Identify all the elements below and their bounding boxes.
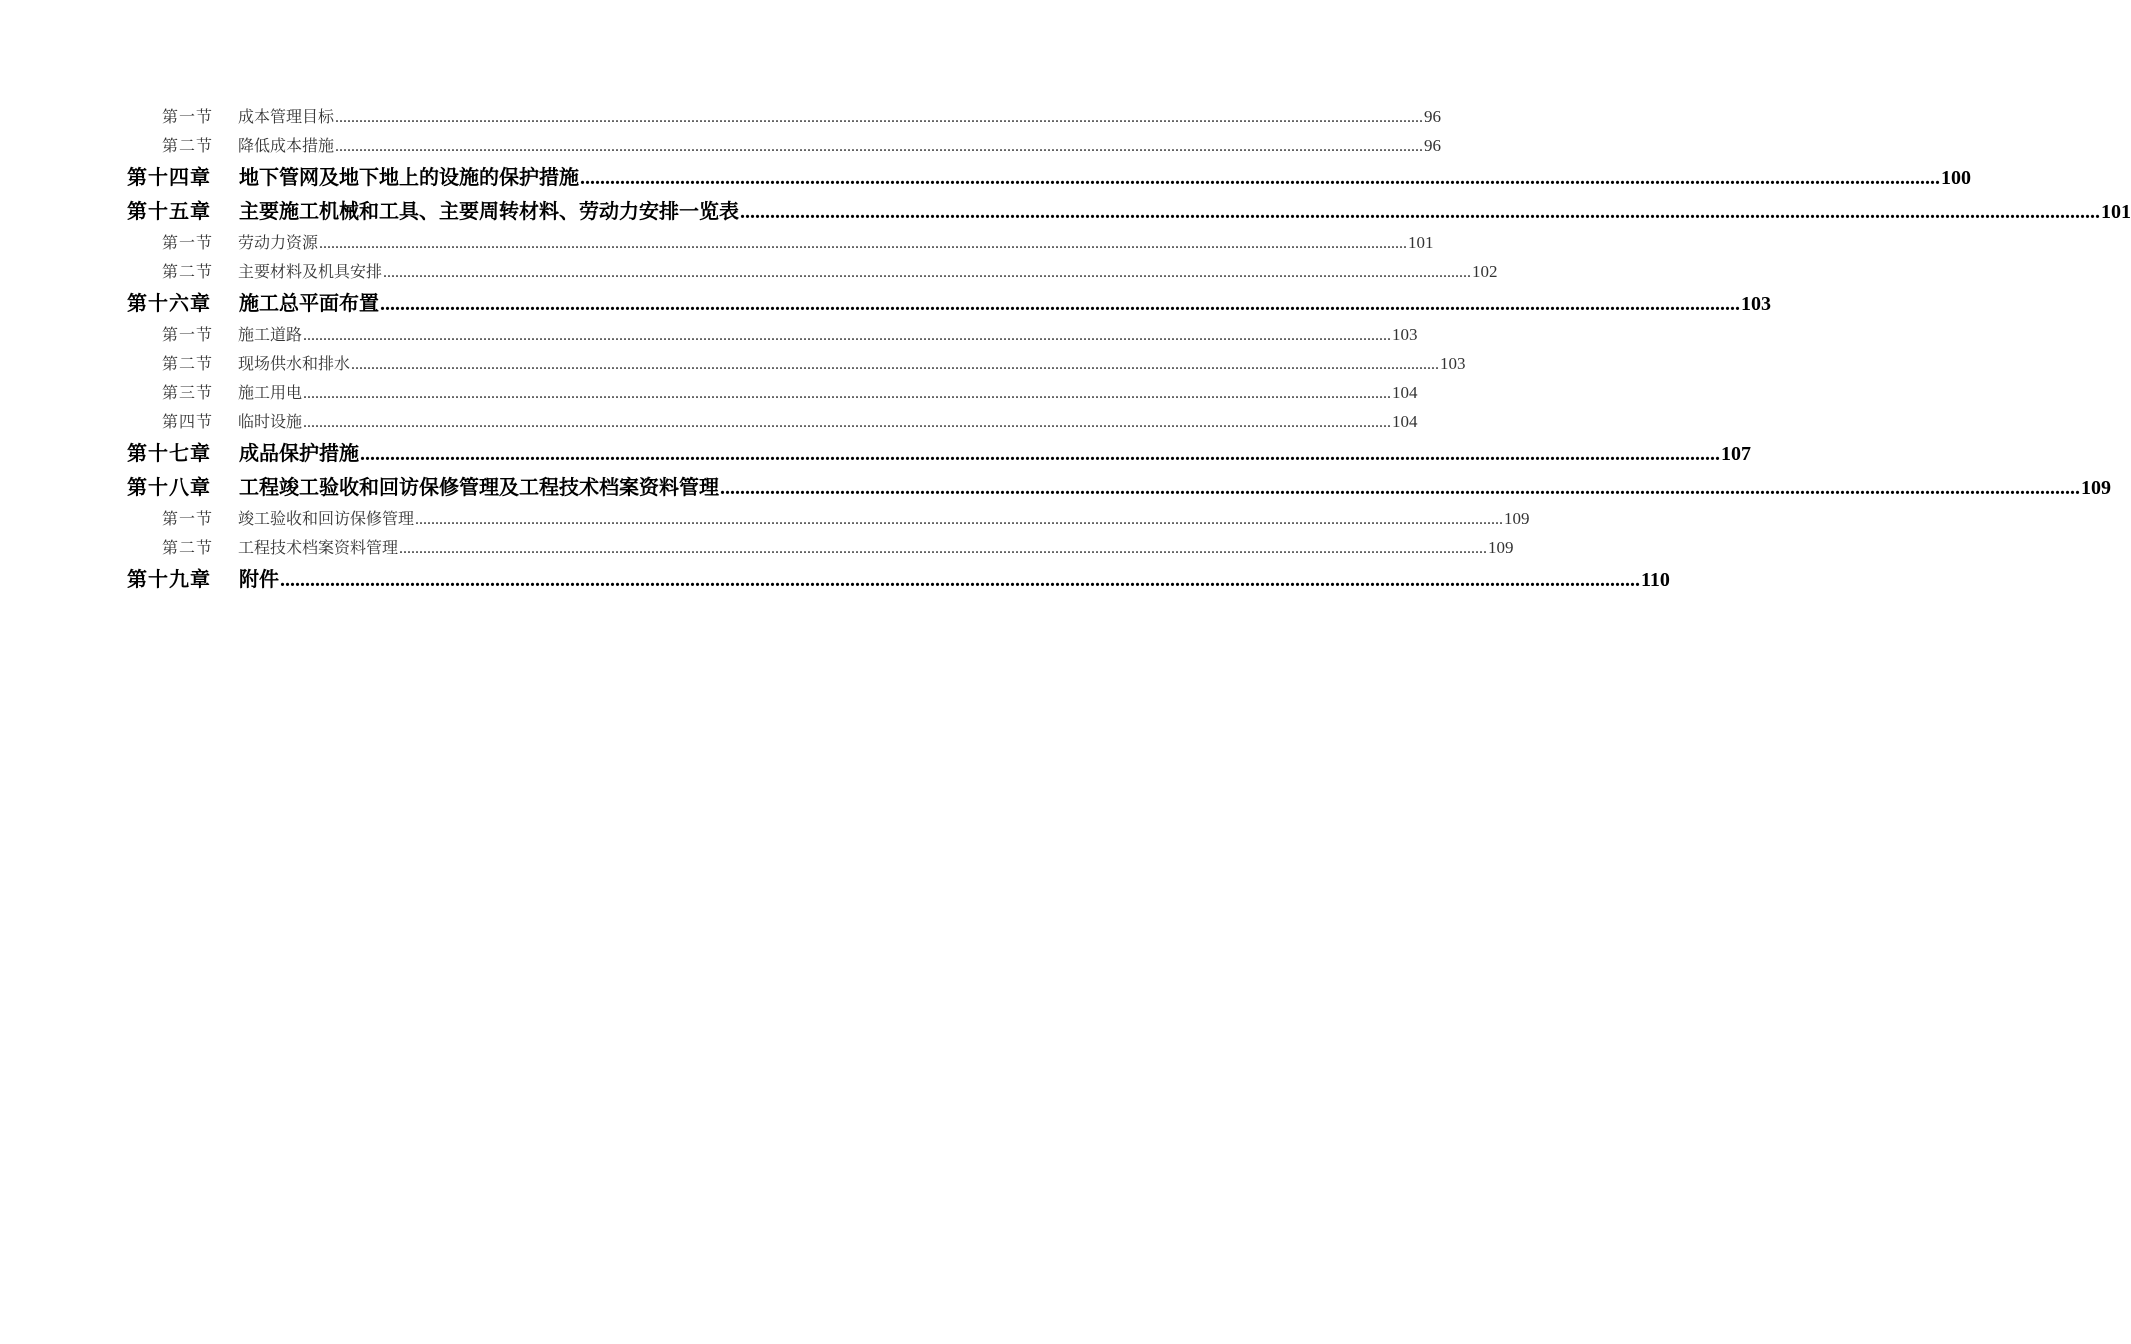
toc-entry-number: 第一节	[162, 233, 214, 252]
dot-leader	[720, 477, 2080, 500]
dot-leader	[351, 356, 1439, 374]
toc-section-entry[interactable]	[127, 403, 1418, 432]
toc-section-entry[interactable]	[127, 127, 1442, 156]
toc-section-entry[interactable]	[127, 316, 1418, 345]
toc-entry-title: 附件	[239, 567, 279, 591]
toc-entry-page-number: 101	[2101, 201, 2131, 223]
table-of-contents	[127, 98, 2131, 592]
dot-leader	[319, 235, 1407, 253]
toc-entry-page-number: 100	[1941, 167, 1971, 189]
dot-leader	[303, 385, 1391, 403]
toc-entry-title: 工程技术档案资料管理	[238, 538, 399, 557]
toc-entry-title: 现场供水和排水	[238, 354, 351, 373]
dot-leader	[280, 569, 1640, 592]
toc-entry-page-number: 96	[1424, 107, 1442, 126]
toc-entry-title: 降低成本措施	[238, 136, 335, 155]
toc-entry-page-number: 109	[2081, 477, 2111, 499]
toc-entry-page-number: 109	[1488, 538, 1514, 557]
toc-entry-number: 第十七章	[127, 441, 211, 465]
toc-entry-title: 施工用电	[238, 383, 303, 402]
toc-section-entry[interactable]	[127, 253, 1498, 282]
toc-entry-number: 第十六章	[127, 291, 211, 315]
toc-entry-number: 第二节	[162, 354, 214, 373]
toc-section-entry[interactable]	[127, 98, 1442, 127]
toc-entry-page-number: 96	[1424, 136, 1442, 155]
toc-entry-page-number: 101	[1408, 233, 1434, 252]
toc-chapter-entry[interactable]	[127, 466, 2111, 500]
toc-section-entry[interactable]	[127, 529, 1514, 558]
toc-entry-number: 第一节	[162, 509, 214, 528]
toc-entry-page-number: 110	[1641, 569, 1670, 591]
toc-entry-page-number: 109	[1504, 509, 1530, 528]
toc-section-entry[interactable]	[127, 224, 1434, 253]
toc-chapter-entry[interactable]	[127, 156, 1971, 190]
toc-section-entry[interactable]	[127, 500, 1530, 529]
toc-entry-title: 工程竣工验收和回访保修管理及工程技术档案资料管理	[239, 475, 719, 499]
toc-entry-number: 第十五章	[127, 199, 211, 223]
dot-leader	[335, 138, 1423, 156]
toc-entry-title: 竣工验收和回访保修管理	[238, 509, 415, 528]
toc-entry-title: 施工总平面布置	[239, 291, 379, 315]
toc-entry-page-number: 103	[1392, 325, 1418, 344]
toc-chapter-entry[interactable]	[127, 282, 1771, 316]
dot-leader	[580, 167, 1940, 190]
toc-entry-number: 第四节	[162, 412, 214, 431]
dot-leader	[399, 540, 1487, 558]
dot-leader	[303, 327, 1391, 345]
toc-entry-number: 第十九章	[127, 567, 211, 591]
toc-entry-number: 第一节	[162, 107, 214, 126]
dot-leader	[380, 293, 1740, 316]
toc-entry-number: 第二节	[162, 538, 214, 557]
toc-entry-page-number: 107	[1721, 443, 1751, 465]
toc-entry-title: 主要施工机械和工具、主要周转材料、劳动力安排一览表	[239, 199, 739, 223]
dot-leader	[360, 443, 1720, 466]
toc-entry-title: 成品保护措施	[239, 441, 359, 465]
toc-entry-page-number: 102	[1472, 262, 1498, 281]
toc-entry-title: 施工道路	[238, 325, 303, 344]
dot-leader	[415, 511, 1503, 529]
dot-leader	[383, 264, 1471, 282]
toc-entry-page-number: 104	[1392, 383, 1418, 402]
toc-entry-page-number: 103	[1741, 293, 1771, 315]
toc-entry-number: 第二节	[162, 136, 214, 155]
toc-entry-number: 第二节	[162, 262, 214, 281]
toc-section-entry[interactable]	[127, 345, 1466, 374]
toc-chapter-entry[interactable]	[127, 432, 1751, 466]
toc-entry-number: 第一节	[162, 325, 214, 344]
toc-entry-number: 第十四章	[127, 165, 211, 189]
toc-entry-page-number: 103	[1440, 354, 1466, 373]
toc-entry-number: 第三节	[162, 383, 214, 402]
toc-entry-title: 成本管理目标	[238, 107, 335, 126]
toc-section-entry[interactable]	[127, 374, 1418, 403]
dot-leader	[740, 201, 2100, 224]
toc-entry-number: 第十八章	[127, 475, 211, 499]
toc-entry-page-number: 104	[1392, 412, 1418, 431]
toc-entry-title: 地下管网及地下地上的设施的保护措施	[239, 165, 579, 189]
toc-chapter-entry[interactable]	[127, 558, 1670, 592]
toc-entry-title: 主要材料及机具安排	[238, 262, 383, 281]
dot-leader	[335, 109, 1423, 127]
toc-entry-title: 临时设施	[238, 412, 303, 431]
dot-leader	[303, 414, 1391, 432]
toc-entry-title: 劳动力资源	[238, 233, 319, 252]
toc-chapter-entry[interactable]	[127, 190, 2131, 224]
